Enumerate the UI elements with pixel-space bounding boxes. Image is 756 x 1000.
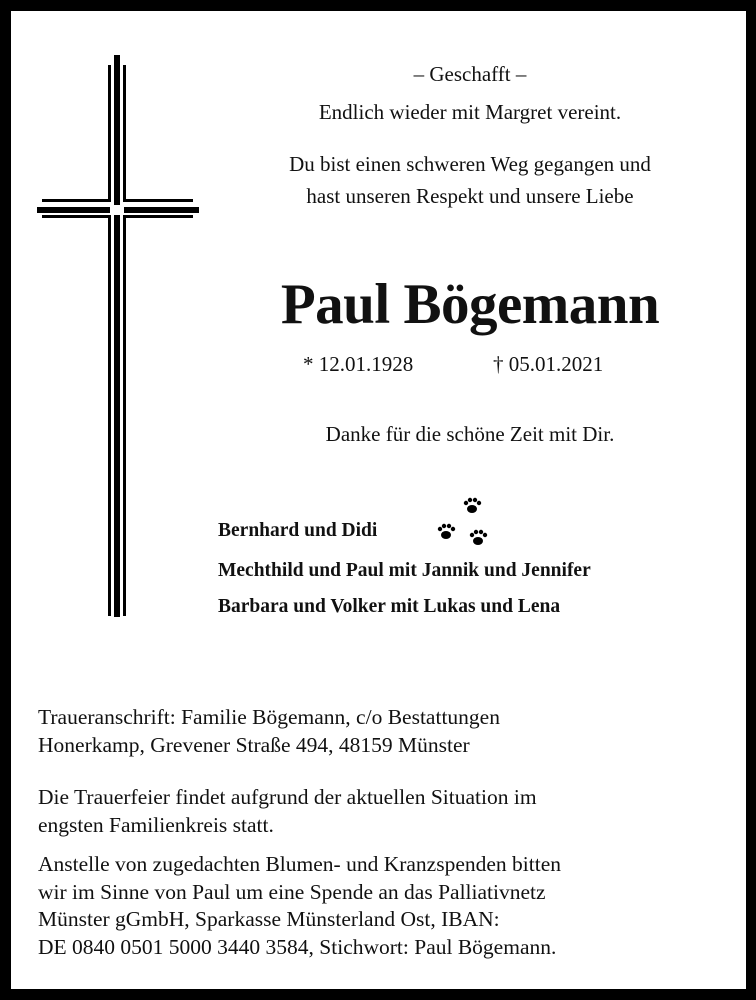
paw-print-icon — [430, 495, 500, 555]
header-line: hast unseren Respekt und unsere Liebe — [306, 184, 634, 208]
text-line: wir im Sinne von Paul um eine Spende an das Palliativnetz — [38, 879, 546, 904]
text-line: Traueranschrift: Familie Bögemann, c/o Bestattungen — [38, 705, 500, 729]
text-line: engsten Familienkreis statt. — [38, 812, 274, 837]
family-line: Barbara und Volker mit Lukas und Lena — [218, 596, 561, 617]
header-line: Du bist einen schweren Weg gegangen und — [289, 152, 651, 176]
ceremony-paragraph — [38, 784, 728, 839]
family-line: Bernhard und Didi — [218, 520, 378, 541]
header-line: Endlich wieder mit Margret vereint. — [318, 100, 622, 124]
thanks-line: Danke für die schöne Zeit mit Dir. — [325, 422, 615, 446]
text-line: Anstelle von zugedachten Blumen- und Kranzspenden bitten — [38, 852, 562, 876]
text-line: Münster gGmbH, Sparkasse Münsterland Ost, IBAN: — [38, 907, 500, 931]
text-line: DE 0840 0501 5000 3440 3584, Stichwort: Paul Bögemann. — [38, 934, 557, 959]
deceased-name: Paul Bögemann — [280, 273, 660, 336]
birth-date: * 12.01.1928 — [303, 352, 414, 376]
donation-paragraph — [38, 851, 728, 961]
death-date: † 05.01.2021 — [493, 352, 604, 376]
family-line: Mechthild und Paul mit Jannik und Jennifer — [218, 560, 591, 581]
motto: – Geschafft – — [413, 62, 527, 86]
address-paragraph — [38, 704, 728, 759]
text-line: Honerkamp, Grevener Straße 494, 48159 Münster — [38, 732, 470, 757]
text-line: Die Trauerfeier findet aufgrund der aktuellen Situation im — [38, 785, 537, 809]
